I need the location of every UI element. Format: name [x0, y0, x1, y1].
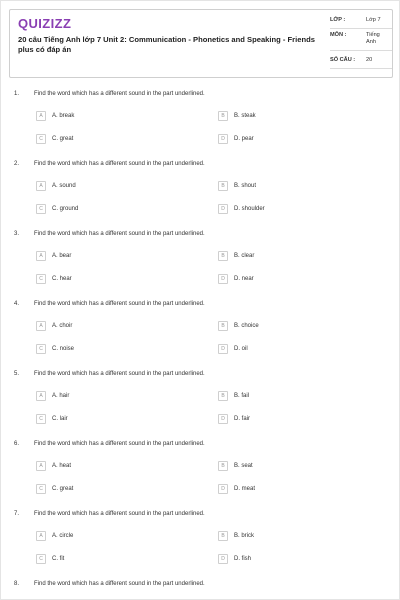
- option-text: A. break: [52, 113, 75, 119]
- option-text: D. shoulder: [234, 206, 265, 212]
- option-letter-box[interactable]: B: [218, 181, 228, 191]
- option-text: D. fair: [234, 416, 251, 422]
- option-letter-box[interactable]: A: [36, 461, 46, 471]
- option-text: C. great: [52, 136, 74, 142]
- option-letter-box[interactable]: A: [36, 531, 46, 541]
- option-letter-box[interactable]: C: [36, 414, 46, 424]
- option-letter-box[interactable]: D: [218, 554, 228, 564]
- option-text: B. clear: [234, 253, 255, 259]
- question-text: Find the word which has a different sound in the part underlined.: [34, 301, 205, 307]
- option-letter-box[interactable]: C: [36, 344, 46, 354]
- option-letter-box[interactable]: C: [36, 554, 46, 564]
- option-text: D. near: [234, 276, 254, 282]
- question-number: 6.: [14, 441, 20, 447]
- option-text: B. fail: [234, 393, 250, 399]
- option-letter-box[interactable]: B: [218, 531, 228, 541]
- option-letter-box[interactable]: D: [218, 204, 228, 214]
- option-letter-box[interactable]: D: [218, 344, 228, 354]
- option-text: C. hear: [52, 276, 72, 282]
- option-text: B. seat: [234, 463, 253, 469]
- question-number: 1.: [14, 91, 20, 97]
- option-letter-box[interactable]: B: [218, 321, 228, 331]
- question-text: Find the word which has a different sound in the part underlined.: [34, 581, 205, 587]
- option-text: A. bear: [52, 253, 72, 259]
- option-letter-box[interactable]: D: [218, 414, 228, 424]
- option-letter-box[interactable]: A: [36, 391, 46, 401]
- option-letter-box[interactable]: C: [36, 204, 46, 214]
- meta-count-value: 20: [366, 57, 373, 63]
- option-letter-box[interactable]: D: [218, 134, 228, 144]
- option-letter-box[interactable]: A: [36, 321, 46, 331]
- option-text: B. shout: [234, 183, 257, 189]
- option-letter-box[interactable]: A: [36, 111, 46, 121]
- option-text: A. sound: [52, 183, 76, 189]
- question-text: Find the word which has a different sound in the part underlined.: [34, 161, 205, 167]
- meta-subject-value: Tiếng Anh: [366, 32, 380, 45]
- question-text: Find the word which has a different sound in the part underlined.: [34, 371, 205, 377]
- question-number: 8.: [14, 581, 20, 587]
- option-letter-box[interactable]: A: [36, 251, 46, 261]
- option-text: A. circle: [52, 533, 74, 539]
- option-text: C. ground: [52, 206, 79, 212]
- option-letter-box[interactable]: B: [218, 461, 228, 471]
- option-letter-box[interactable]: C: [36, 134, 46, 144]
- question-number: 4.: [14, 301, 20, 307]
- option-letter-box[interactable]: C: [36, 274, 46, 284]
- question-text: Find the word which has a different sound in the part underlined.: [34, 231, 205, 237]
- option-text: B. brick: [234, 533, 255, 539]
- meta-class-value: Lớp 7: [366, 17, 381, 23]
- option-text: D. fish: [234, 556, 252, 562]
- option-letter-box[interactable]: D: [218, 484, 228, 494]
- meta-subject-label: MÔN :: [330, 32, 347, 38]
- meta-count-label: SỐ CÂU :: [330, 57, 356, 63]
- question-number: 2.: [14, 161, 20, 167]
- question-number: 7.: [14, 511, 20, 517]
- divider: [330, 28, 392, 29]
- meta-class-label: LỚP :: [330, 17, 346, 23]
- option-text: B. choice: [234, 323, 259, 329]
- option-text: D. oil: [234, 346, 248, 352]
- question-text: Find the word which has a different sound in the part underlined.: [34, 441, 205, 447]
- worksheet-header: [9, 9, 393, 78]
- option-text: C. fit: [52, 556, 65, 562]
- divider: [330, 68, 392, 69]
- question-number: 5.: [14, 371, 20, 377]
- option-text: C. lair: [52, 416, 68, 422]
- option-text: B. steak: [234, 113, 256, 119]
- option-text: A. hair: [52, 393, 70, 399]
- option-letter-box[interactable]: B: [218, 111, 228, 121]
- option-letter-box[interactable]: D: [218, 274, 228, 284]
- option-text: D. pear: [234, 136, 254, 142]
- option-text: C. great: [52, 486, 74, 492]
- question-text: Find the word which has a different sound in the part underlined.: [34, 511, 205, 517]
- option-letter-box[interactable]: A: [36, 181, 46, 191]
- quizizz-logo: QUIZIZZ: [18, 16, 72, 31]
- option-text: A. choir: [52, 323, 73, 329]
- divider: [330, 50, 392, 51]
- question-text: Find the word which has a different sound in the part underlined.: [34, 91, 205, 97]
- question-number: 3.: [14, 231, 20, 237]
- option-letter-box[interactable]: C: [36, 484, 46, 494]
- worksheet-title: 20 câu Tiếng Anh lớp 7 Unit 2: Communication - Phonetics and Speaking - Friends plus có đáp án: [18, 35, 315, 54]
- option-letter-box[interactable]: B: [218, 391, 228, 401]
- option-text: D. meat: [234, 486, 256, 492]
- option-letter-box[interactable]: B: [218, 251, 228, 261]
- option-text: A. heat: [52, 463, 72, 469]
- option-text: C. noise: [52, 346, 75, 352]
